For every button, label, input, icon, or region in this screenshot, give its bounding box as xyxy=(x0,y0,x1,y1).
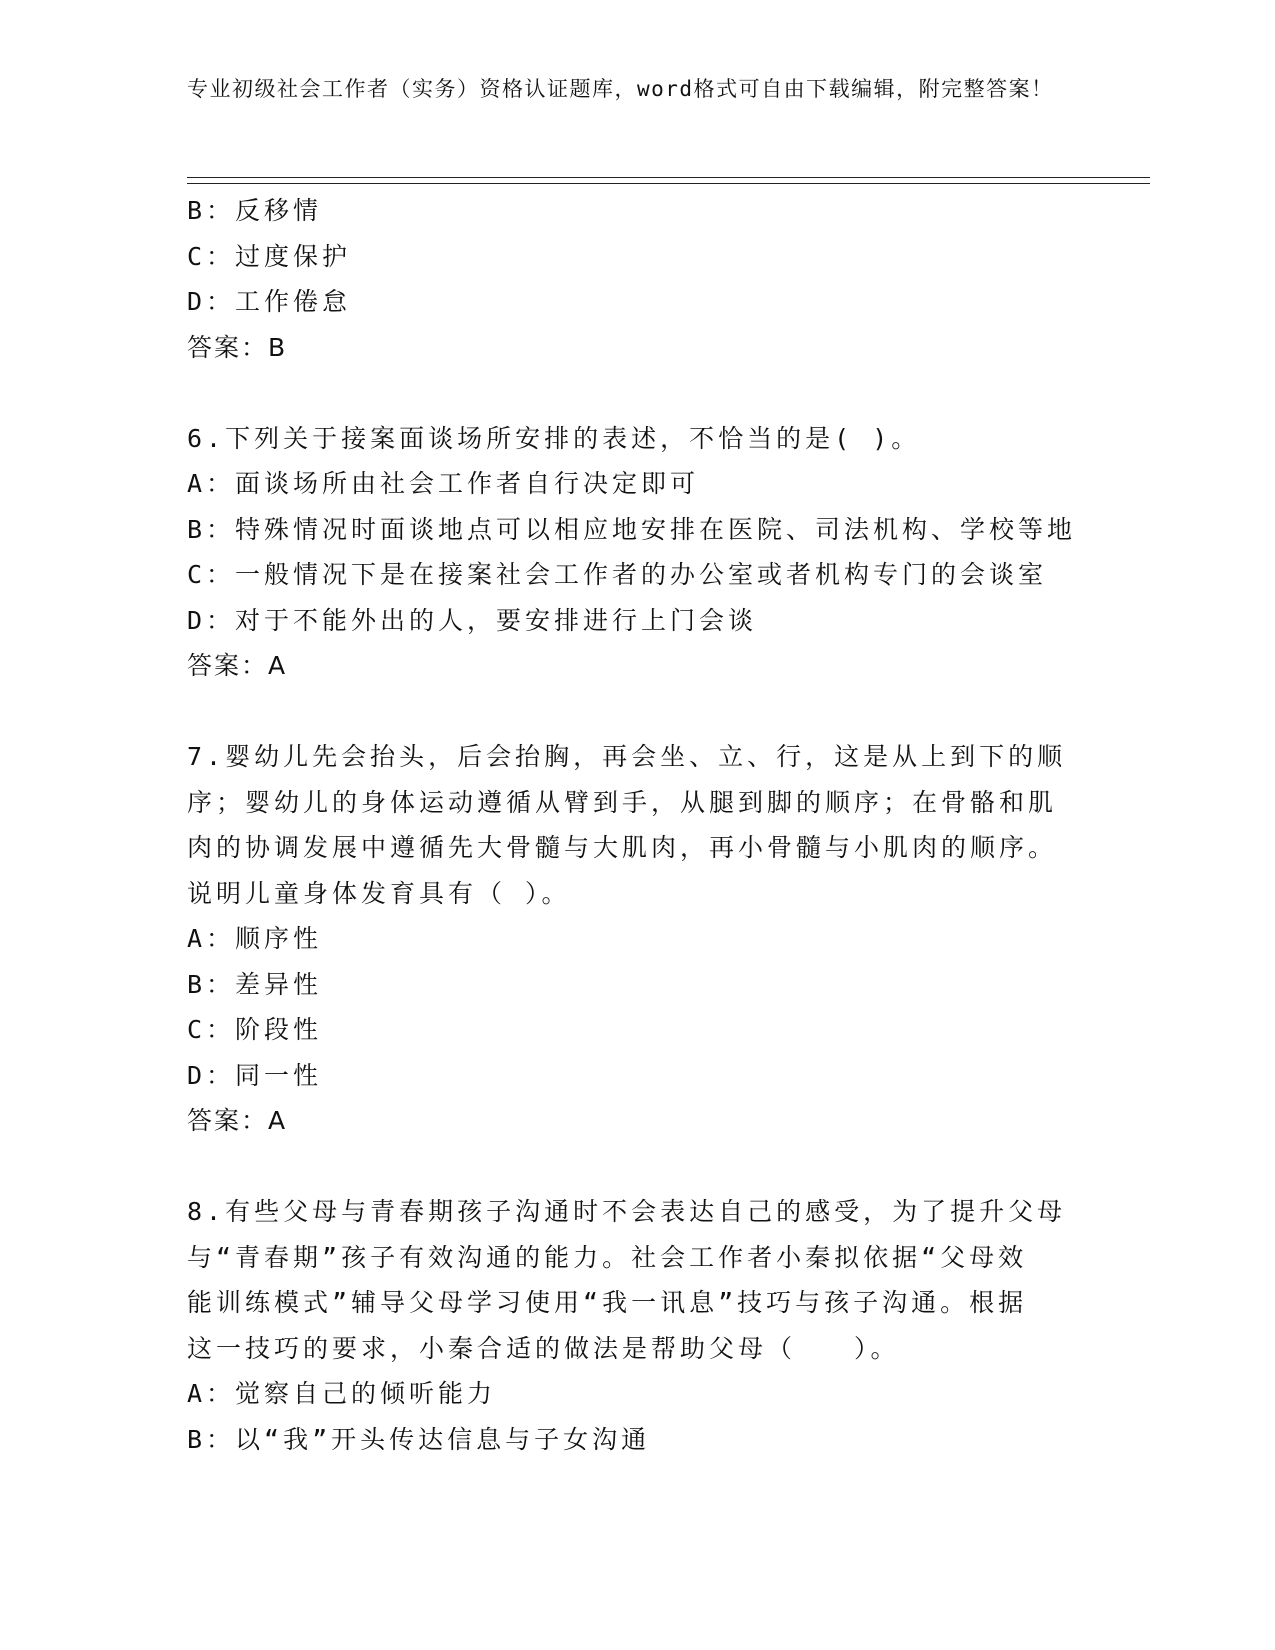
option-c: C：一般情况下是在接案社会工作者的办公室或者机构专门的会谈室 xyxy=(187,560,1048,589)
question-content xyxy=(187,188,1087,1462)
question-stem-line: 8.有些父母与青春期孩子沟通时不会表达自己的感受，为了提升父母 xyxy=(187,1197,1067,1226)
question-stem-line: 与“青春期”孩子有效沟通的能力。社会工作者小秦拟依据“父母效 xyxy=(187,1242,1028,1272)
option-a: A：觉察自己的倾听能力 xyxy=(187,1379,497,1408)
option-b: B：特殊情况时面谈地点可以相应地安排在医院、司法机构、学校等地 xyxy=(187,514,1077,544)
question-stem: 6.下列关于接案面谈场所安排的表述，不恰当的是( )。 xyxy=(187,423,921,453)
answer: 答案：A xyxy=(187,651,288,680)
question-stem-line: 能训练模式”辅导父母学习使用“我一讯息”技巧与孩子沟通。根据 xyxy=(187,1288,1028,1317)
option-d: D：工作倦怠 xyxy=(187,287,352,316)
question-stem-line: 说明儿童身体发育具有（ ）。 xyxy=(187,878,571,908)
option-c: C：阶段性 xyxy=(187,1015,323,1044)
question-8 xyxy=(187,1189,1087,1462)
option-a: A：顺序性 xyxy=(187,924,323,953)
question-5-tail xyxy=(187,188,1087,370)
option-c: C：过度保护 xyxy=(187,241,352,271)
question-6 xyxy=(187,416,1087,689)
question-7 xyxy=(187,734,1087,1144)
option-b: B：反移情 xyxy=(187,196,323,225)
answer: 答案：A xyxy=(187,1106,288,1135)
question-stem-line: 肉的协调发展中遵循先大骨髓与大肌肉，再小骨髓与小肌肉的顺序。 xyxy=(187,833,1058,862)
header-divider-top xyxy=(187,177,1150,178)
question-stem-line: 序；婴幼儿的身体运动遵循从臂到手，从腿到脚的顺序；在骨骼和肌 xyxy=(187,787,1058,817)
header-divider-bottom xyxy=(187,183,1150,184)
option-b: B：差异性 xyxy=(187,969,323,999)
option-d: D：对于不能外出的人，要安排进行上门会谈 xyxy=(187,605,758,635)
question-stem-line: 7.婴幼儿先会抬头，后会抬胸，再会坐、立、行，这是从上到下的顺 xyxy=(187,742,1067,771)
option-b: B：以“我”开头传达信息与子女沟通 xyxy=(187,1424,651,1454)
question-stem-line: 这一技巧的要求，小秦合适的做法是帮助父母（ ）。 xyxy=(187,1333,900,1363)
answer: 答案：B xyxy=(187,332,288,362)
document-header xyxy=(187,74,1067,104)
option-a: A：面谈场所由社会工作者自行决定即可 xyxy=(187,469,700,498)
option-d: D：同一性 xyxy=(187,1060,323,1090)
header-title: 专业初级社会工作者（实务）资格认证题库，word格式可自由下载编辑，附完整答案！ xyxy=(187,77,1054,101)
